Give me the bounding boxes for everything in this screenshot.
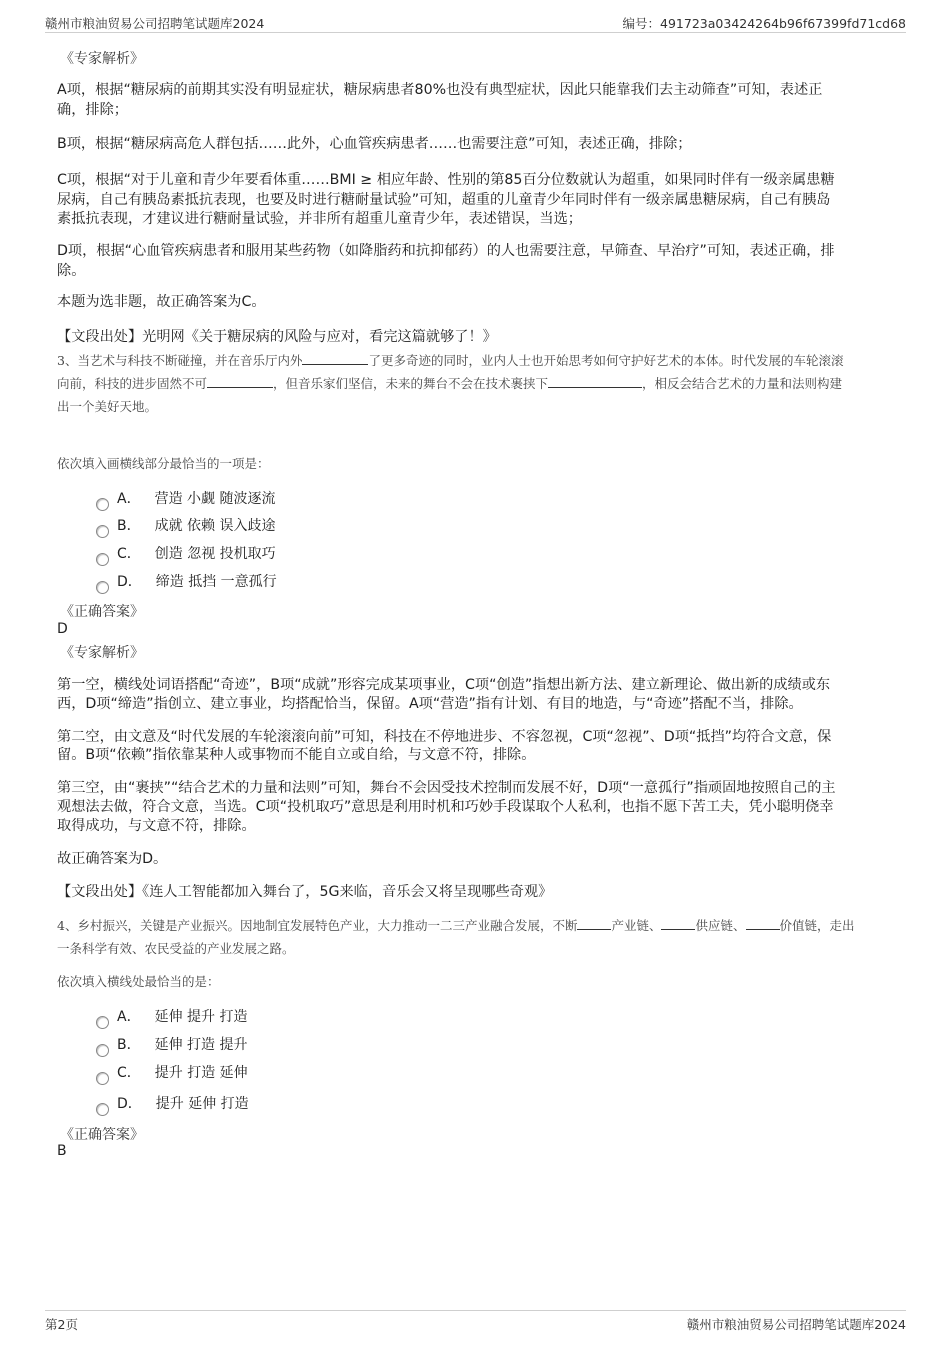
- page-header: [45, 12, 906, 33]
- option-c[interactable]: C． 创造 忽视 投机取巧: [96, 543, 276, 563]
- option-b[interactable]: B． 成就 依赖 误入歧途: [96, 515, 276, 535]
- analysis-b-line1: B项，根据“糖尿病高危人群包括……此外，心血管疾病患者……也需要注意”可知，表述正确，排除；: [57, 136, 692, 152]
- radio-icon[interactable]: [96, 1044, 109, 1057]
- analysis-source: 【文段出处】光明网《关于糖尿病的风险与应对，看完这篇就够了！》: [57, 329, 497, 345]
- correct-answer: D: [57, 621, 68, 637]
- blank-3: [548, 374, 642, 388]
- footer-title: 赣州市粮油贸易公司招聘笔试题库2024: [686, 1317, 906, 1332]
- analysis-blank3-line1: 第三空，由“裹挟”“结合艺术的力量和法则”可知，舞台不会因受技术控制而发展不好，D项“一意孤行”指顽固地按照自己的主: [57, 780, 836, 796]
- header-title: 赣州市粮油贸易公司招聘笔试题库2024: [45, 16, 265, 31]
- analysis-blank2-line1: 第二空，由文意及“时代发展的车轮滚滚向前”可知，科技在不停地进步、不容忽视，C项“忽视”、D项“抵挡”均符合文意，保: [57, 729, 832, 745]
- analysis-a-line1: A项，根据“糖尿病的前期其实没有明显症状，糖尿病患者80%也没有典型症状，因此只能靠我们去主动筛查”可知，表述正: [57, 82, 823, 98]
- option-c[interactable]: C． 提升 打造 延伸: [96, 1062, 248, 1082]
- blank-2: [661, 916, 695, 930]
- option-b[interactable]: B． 延伸 打造 提升: [96, 1034, 248, 1054]
- blank-2: [207, 374, 273, 388]
- radio-icon[interactable]: [96, 525, 109, 538]
- analysis-c-line3: 素抵抗表现，才建议进行糖耐量试验，并非所有超重儿童青少年，表述错误，当选；: [57, 211, 582, 227]
- question-3-instruction: 依次填入画横线部分最恰当的一项是：: [57, 456, 270, 471]
- radio-icon[interactable]: [96, 553, 109, 566]
- radio-icon[interactable]: [96, 1103, 109, 1116]
- question-4-instruction: 依次填入横线处最恰当的是：: [57, 974, 220, 989]
- correct-answer-label: 《正确答案》: [60, 1127, 144, 1143]
- option-a[interactable]: A． 延伸 提升 打造: [96, 1006, 247, 1026]
- blank-1: [577, 916, 611, 930]
- option-a[interactable]: A． 营造 小觑 随波逐流: [96, 488, 275, 508]
- analysis-d-line1: D项，根据“心血管疾病患者和服用某些药物（如降脂药和抗抑郁药）的人也需要注意，早筛查、早治疗”可知，表述正确，排: [57, 243, 835, 259]
- header-code: 编号：491723a03424264b96f67399fd71cd68: [622, 16, 906, 31]
- analysis-blank3-line3: 取得成功，与文意不符，排除。: [57, 818, 256, 834]
- correct-answer-label: 《正确答案》: [60, 604, 144, 620]
- radio-icon[interactable]: [96, 1016, 109, 1029]
- analysis-blank1-line1: 第一空，横线处词语搭配“奇迹”，B项“成就”形容完成某项事业，C项“创造”指想出新方法、建立新理论、做出新的成绩或东: [57, 677, 831, 693]
- analysis-blank2-line2: 留。B项“依赖”指依靠某种人或事物而不能自立或自给，与文意不符，排除。: [57, 747, 536, 763]
- analysis-c-line2: 尿病，自己有胰岛素抵抗表现，也要及时进行糖耐量试验”可知，超重的儿童青少年同时伴有一级亲属患糖尿病，自己有胰岛: [57, 192, 831, 208]
- question-3-stem: 3、当艺术与科技不断碰撞，并在音乐厅内外 了更多奇迹的同时，业内人士也开始思考如何守护好艺术的本体。时代发展的车轮滚滚 向前，科技的进步固然不可 ，但音乐家们坚信，未来的舞台不会在技术裹挟下 ，相反会结合艺术的力量和法则构建 出一个美好天地。: [57, 353, 844, 414]
- correct-answer: B: [57, 1143, 67, 1159]
- radio-icon[interactable]: [96, 581, 109, 594]
- option-d[interactable]: D． 提升 延伸 打造: [96, 1093, 249, 1113]
- analysis-a-line2: 确，排除；: [57, 102, 128, 118]
- radio-icon[interactable]: [96, 1072, 109, 1085]
- analysis-c-line1: C项，根据“对于儿童和青少年要看体重……BMI ≥ 相应年龄、性别的第85百分位数就认为超重，如果同时伴有一级亲属患糖: [57, 172, 835, 188]
- analysis-conclusion: 本题为选非题，故正确答案为C。: [57, 294, 266, 310]
- expert-analysis-label: 《专家解析》: [60, 645, 144, 661]
- analysis-source: 【文段出处】《连人工智能都加入舞台了，5G来临，音乐会又将呈现哪些奇观》: [57, 884, 553, 900]
- option-d[interactable]: D． 缔造 抵挡 一意孤行: [96, 571, 277, 591]
- analysis-d-line2: 除。: [57, 263, 86, 279]
- radio-icon[interactable]: [96, 498, 109, 511]
- analysis-blank1-line2: 西，D项“缔造”指创立、建立事业，均搭配恰当，保留。A项“营造”指有计划、有目的地造，与“奇迹”搭配不当，排除。: [57, 696, 803, 712]
- blank-3: [746, 916, 780, 930]
- page-number: 第2页: [45, 1317, 78, 1332]
- expert-analysis-label: 《专家解析》: [60, 51, 144, 67]
- page-footer: [45, 1310, 906, 1333]
- analysis-blank3-line2: 观想法去做，符合文意，当选。C项“投机取巧”意思是利用时机和巧妙手段谋取个人私利，也指不愿下苦工夫，凭小聪明侥幸: [57, 799, 834, 815]
- blank-1: [302, 351, 368, 365]
- analysis-conclusion: 故正确答案为D。: [57, 851, 168, 867]
- question-4-stem: 4、乡村振兴，关键是产业振兴。因地制宜发展特色产业，大力推动一二三产业融合发展，不断 产业链、 供应链、 价值链，走出 一条科学有效、农民受益的产业发展之路。: [57, 918, 855, 956]
